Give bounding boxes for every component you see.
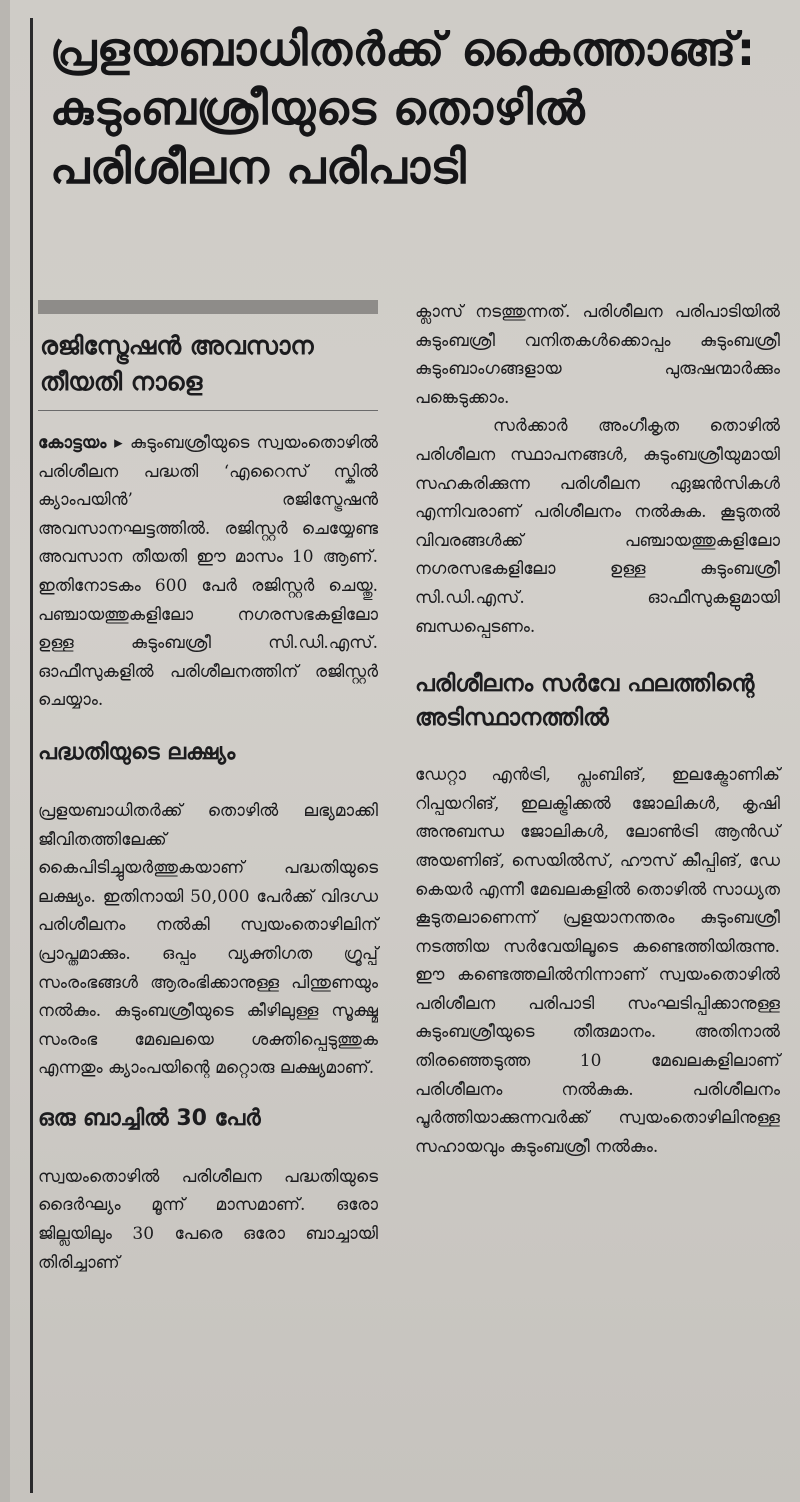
training-providers-paragraph: സർക്കാർ അംഗീകൃത തൊഴിൽ പരിശീലന സ്ഥാപനങ്ങൾ, കുടുംബശ്രീയുമായി സഹകരിക്കുന്ന പരിശീലന ഏജൻസികൾ എന്നിവരാണ് പരിശീലനം നൽകുക. കൂടുതൽ വിവരങ്ങൾക്ക് പഞ്ചായത്തുകളിലോ നഗരസഭകളിലോ ഉള്ള കുടുംബശ്രീ സി.ഡി.എസ്. ഓഫീസുകളുമായി ബന്ധപ്പെടണം. [415, 416, 780, 637]
goal-paragraph: പ്രളയബാധിതർക്ക് തൊഴിൽ ലഭ്യമാക്കി ജീവിതത്തിലേക്ക് കൈപിടിച്ചുയർത്തുകയാണ് പദ്ധതിയുടെ ലക്ഷ്യം. ഇതിനായി 50,000 പേർക്ക് വിദഗ്ധ പരിശീലനം നൽകി സ്വയംതൊഴിലിന് പ്രാപ്തമാക്കും. ഒപ്പം വ്യക്തിഗത ഗ്രൂപ്പ് സംരംഭങ്ങൾ ആരംഭിക്കാനുള്ള പിന്തുണയും നൽകും. കുടുംബശ്രീയുടെ കീഴിലുള്ള സൂക്ഷ്മ സംരംഭ മേഖലയെ ശക്തിപ്പെടുത്തുക എന്നതും ക്യാംപയിന്റെ മറ്റൊരു ലക്ഷ്യമാണ്. [38, 800, 378, 1079]
deck-bar [38, 300, 378, 314]
dateline: കോട്ടയം ▸ [38, 433, 123, 453]
lead-text: കുടുംബശ്രീയുടെ സ്വയംതൊഴിൽ പരിശീലന പദ്ധതി ‘എറൈസ് സ്കിൽ ക്യാംപയിൻ’ രജിസ്ട്രേഷൻ അവസാനഘട്ടത്തിൽ. രജിസ്റ്റർ ചെയ്യേണ്ട അവസാന തീയതി ഈ മാസം 10 ആണ്. ഇതിനോടകം 600 പേർ രജിസ്റ്റർ ചെയ്തു. പഞ്ചായത്തുകളിലോ നഗരസഭകളിലോ ഉള്ള കുടുംബശ്രീ സി.ഡി.എസ്. ഓഫീസുകളിൽ പരിശീലനത്തിന് രജിസ്റ്റർ ചെയ്യാം. [38, 433, 378, 711]
section-heading-survey: പരിശീലനം സർവേ ഫലത്തിന്റെ അടിസ്ഥാനത്തിൽ [415, 671, 755, 732]
headline: പ്രളയബാധിതർക്ക് കൈത്താങ്ങ്: കുടുംബശ്രീയുടെ തൊഴിൽ പരിശീലന പരിപാടി [50, 22, 756, 194]
lead-paragraph [38, 429, 378, 715]
section-heading-batch: ഒരു ബാച്ചിൽ 30 പേർ [38, 1105, 261, 1131]
deck-subheadline: രജിസ്ട്രേഷൻ അവസാന തീയതി നാളെ [40, 331, 314, 396]
section-heading-goal: പദ്ധതിയുടെ ലക്ഷ്യം [38, 739, 236, 765]
divider [38, 410, 378, 411]
right-column [415, 298, 780, 1161]
class-paragraph: ക്ലാസ് നടത്തുന്നത്. പരിശീലന പരിപാടിയിൽ കുടുംബശ്രീ വനിതകൾക്കൊപ്പം കുടുംബശ്രീ കുടുംബാംഗങ്ങളായ പുരുഷന്മാർക്കും പങ്കെടുക്കാം. [415, 302, 780, 408]
left-column [38, 300, 378, 1277]
paper-edge-shadow [0, 0, 10, 1502]
survey-paragraph: ഡേറ്റാ എൻട്രി, പ്ലംബിങ്, ഇലക്ട്രോണിക് റിപ്പയറിങ്, ഇലക്ട്രിക്കൽ ജോലികൾ, കൃഷി അനുബന്ധ ജോലികൾ, ലോൺട്രി ആൻഡ് അയണിങ്, സെയിൽസ്, ഹൗസ് കീപ്പിങ്, ഡേ കെയർ എന്നീ മേഖലകളിൽ തൊഴിൽ സാധ്യത കൂടുതലാണെന്ന് പ്രളയാനന്തരം കുടുംബശ്രീ നടത്തിയ സർവേയിലൂടെ കണ്ടെത്തിയിരുന്നു. ഈ കണ്ടെത്തലിൽനിന്നാണ് സ്വയംതൊഴിൽ പരിശീലന പരിപാടി സംഘടിപ്പിക്കാനുള്ള കുടുംബശ്രീയുടെ തീരുമാനം. അതിനാൽ തിരഞ്ഞെടുത്ത 10 മേഖലകളിലാണ് പരിശീലനം നൽകുക. പരിശീലനം പൂർത്തിയാക്കുന്നവർക്ക് സ്വയംതൊഴിലിനുള്ള സഹായവും കുടുംബശ്രീ നൽകും. [415, 765, 780, 1157]
column-rule [30, 18, 33, 1493]
batch-paragraph: സ്വയംതൊഴിൽ പരിശീലന പദ്ധതിയുടെ ദൈർഘ്യം മൂന്ന് മാസമാണ്. ഒരോ ജില്ലയിലും 30 പേരെ ഒരോ ബാച്ചായി തിരിച്ചാണ് [38, 1166, 378, 1273]
